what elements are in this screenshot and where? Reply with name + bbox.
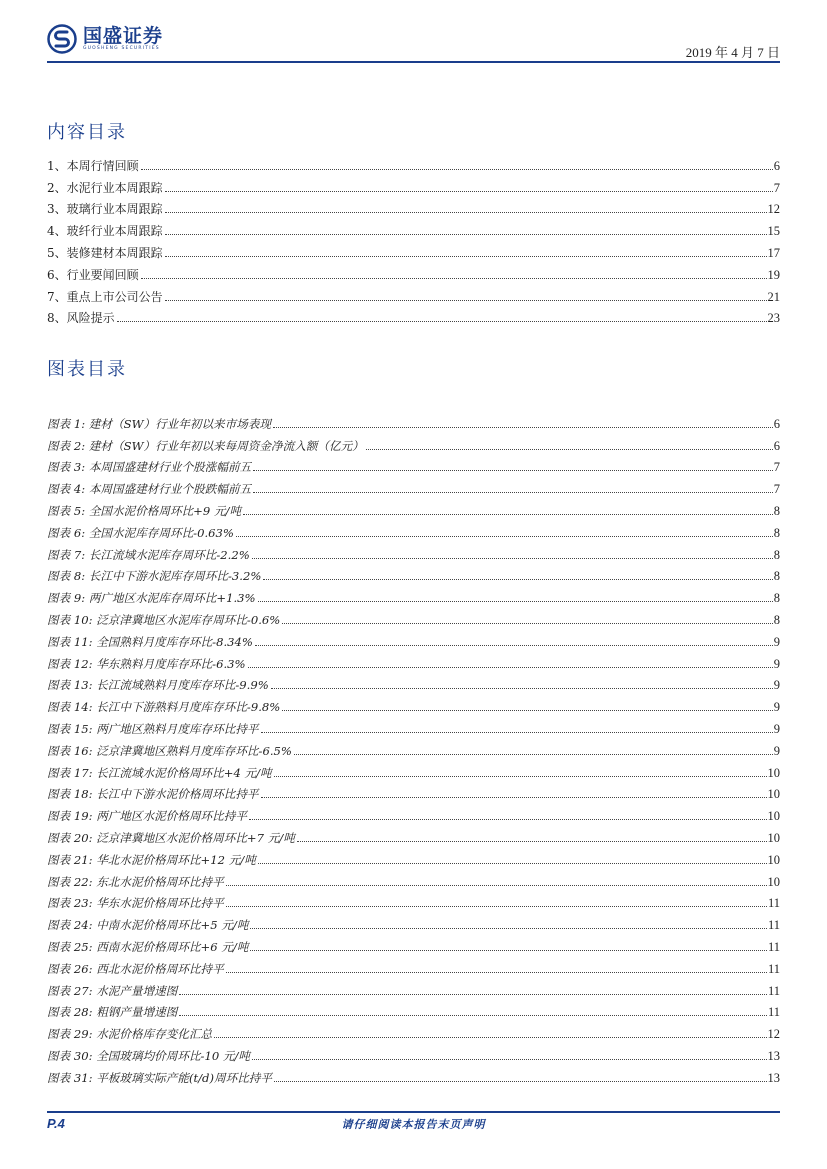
dot-leader (273, 427, 773, 428)
toc-entry[interactable] (47, 672, 780, 694)
toc-entry[interactable] (47, 715, 780, 737)
dot-leader (179, 1015, 767, 1016)
toc-entry-label: 3、玻璃行业本周跟踪 (47, 202, 163, 217)
dot-leader (249, 819, 767, 820)
logo-chinese-text: 国盛证券 (83, 25, 164, 47)
dot-leader (250, 928, 767, 929)
toc-entry-page: 8 (773, 612, 780, 627)
toc-entry[interactable] (47, 933, 780, 955)
toc-entry-label: 图表 12: 华东熟料月度库存环比-6.3% (47, 656, 246, 671)
toc-entry-label: 图表 27: 水泥产量增速图 (47, 983, 178, 998)
toc-entry-label: 2、水泥行业本周跟踪 (47, 180, 163, 195)
toc-entry[interactable] (47, 432, 780, 454)
toc-entry[interactable] (47, 239, 780, 261)
toc-entry[interactable] (47, 846, 780, 868)
toc-entry-page: 19 (767, 267, 780, 282)
toc-entry-page: 10 (767, 765, 780, 780)
toc-entry-page: 9 (773, 743, 780, 758)
toc-entry-label: 图表 4: 本周国盛建材行业个股跌幅前五 (47, 482, 252, 497)
toc-entry-label: 图表 26: 西北水泥价格周环比持平 (47, 961, 224, 976)
toc-entry-page: 7 (773, 482, 780, 497)
toc-entry[interactable] (47, 759, 780, 781)
toc-entry-label: 5、装修建材本周跟踪 (47, 245, 163, 260)
figures-title: 图表目录 (47, 359, 127, 380)
dot-leader (253, 492, 773, 493)
toc-entry-label: 图表 1: 建材（SW）行业年初以来市场表现 (47, 416, 272, 431)
toc-entry[interactable] (47, 475, 780, 497)
toc-entry[interactable] (47, 261, 780, 283)
dot-leader (261, 732, 773, 733)
toc-entry[interactable] (47, 283, 780, 305)
toc-entry-label: 图表 9: 两广地区水泥库存周环比+1.3% (47, 591, 256, 606)
logo (47, 24, 163, 54)
toc-entry-page: 6 (773, 438, 780, 453)
toc-entry-label: 图表 19: 两广地区水泥价格周环比持平 (47, 809, 247, 824)
dot-leader (141, 278, 767, 279)
page-number: P.4 (47, 1116, 65, 1131)
report-date: 2019 年 4 月 7 日 (685, 45, 780, 60)
toc-entry-page: 15 (767, 224, 780, 239)
toc-entry-page: 6 (773, 158, 780, 173)
dot-leader (258, 863, 767, 864)
toc-entry[interactable] (47, 650, 780, 672)
toc-entry-label: 8、风险提示 (47, 311, 115, 326)
toc-entry[interactable] (47, 955, 780, 977)
toc-entry-page: 9 (773, 634, 780, 649)
logo-english-text: GUOSHENG SECURITIES (83, 46, 160, 51)
dot-leader (236, 536, 773, 537)
toc-entry-page: 9 (773, 700, 780, 715)
toc-entry[interactable] (47, 584, 780, 606)
toc-entry[interactable] (47, 1020, 780, 1042)
toc-entry-page: 21 (767, 289, 780, 304)
dot-leader (271, 688, 773, 689)
toc-entry-label: 图表 23: 华东水泥价格周环比持平 (47, 896, 224, 911)
toc-entry-page: 8 (773, 503, 780, 518)
dot-leader (282, 710, 772, 711)
toc-entry[interactable] (47, 824, 780, 846)
toc-entry[interactable] (47, 1042, 780, 1064)
dot-leader (248, 667, 773, 668)
toc-entry-label: 图表 3: 本周国盛建材行业个股涨幅前五 (47, 460, 252, 475)
toc-entry-label: 图表 24: 中南水泥价格周环比+5 元/吨 (47, 918, 249, 933)
toc-entry[interactable] (47, 911, 780, 933)
toc-entry-label: 图表 7: 长江流域水泥库存周环比-2.2% (47, 547, 250, 562)
toc-entry-label: 7、重点上市公司公告 (47, 289, 163, 304)
dot-leader (366, 449, 773, 450)
toc-entry[interactable] (47, 606, 780, 628)
toc-entry[interactable] (47, 541, 780, 563)
toc-entry[interactable] (47, 868, 780, 890)
toc-entry-label: 图表 8: 长江中下游水泥库存周环比-3.2% (47, 569, 262, 584)
toc-entry[interactable] (47, 196, 780, 218)
toc-entry[interactable] (47, 781, 780, 803)
toc-entry-label: 图表 6: 全国水泥库存周环比-0.63% (47, 525, 234, 540)
toc-entry-page: 9 (773, 656, 780, 671)
toc-entry[interactable] (47, 999, 780, 1021)
toc-entry-label: 图表 15: 两广地区熟料月度库存环比持平 (47, 721, 259, 736)
dot-leader (282, 623, 772, 624)
toc-entry-page: 11 (767, 1005, 780, 1020)
dot-leader (253, 470, 773, 471)
dot-leader (297, 841, 767, 842)
dot-leader (226, 906, 767, 907)
toc-entry-page: 12 (767, 202, 780, 217)
dot-leader (141, 169, 773, 170)
toc-entry-page: 7 (773, 180, 780, 195)
toc-entry-page: 10 (767, 852, 780, 867)
toc-entry-page: 11 (767, 896, 780, 911)
toc-entry-label: 图表 13: 长江流域熟料月度库存环比-9.9% (47, 678, 269, 693)
toc-entry-page: 8 (773, 591, 780, 606)
dot-leader (179, 994, 767, 995)
toc-entry[interactable] (47, 305, 780, 327)
toc-entry-page: 23 (767, 311, 780, 326)
toc-entry[interactable] (47, 519, 780, 541)
toc-entry-label: 6、行业要闻回顾 (47, 267, 139, 282)
figures-list (47, 410, 780, 1086)
toc-entry[interactable] (47, 802, 780, 824)
toc-entry[interactable] (47, 737, 780, 759)
toc-entry-page: 10 (767, 874, 780, 889)
toc-entry-page: 8 (773, 547, 780, 562)
toc-entry-page: 10 (767, 787, 780, 802)
dot-leader (261, 797, 767, 798)
toc-entry-page: 11 (767, 983, 780, 998)
dot-leader (165, 256, 767, 257)
disclaimer-note: 请仔细阅读本报告末页声明 (341, 1118, 486, 1131)
toc-entry[interactable] (47, 977, 780, 999)
dot-leader (226, 885, 767, 886)
toc-entry-label: 图表 18: 长江中下游水泥价格周环比持平 (47, 787, 259, 802)
toc-entry-page: 11 (767, 961, 780, 976)
toc-entry[interactable] (47, 693, 780, 715)
dot-leader (165, 234, 767, 235)
toc-entry-label: 图表 21: 华北水泥价格周环比+12 元/吨 (47, 852, 256, 867)
toc-entry-page: 17 (767, 245, 780, 260)
toc-entry-page: 10 (767, 809, 780, 824)
dot-leader (117, 321, 767, 322)
dot-leader (165, 300, 767, 301)
toc-entry[interactable] (47, 628, 780, 650)
footer-rule (47, 1111, 780, 1113)
toc-entry-page: 13 (767, 1070, 780, 1085)
toc-entry-label: 图表 16: 泛京津冀地区熟料月度库存环比-6.5% (47, 743, 292, 758)
toc-entry-label: 图表 10: 泛京津冀地区水泥库存周环比-0.6% (47, 612, 281, 627)
toc-entry-label: 图表 25: 西南水泥价格周环比+6 元/吨 (47, 939, 249, 954)
dot-leader (294, 754, 773, 755)
toc-entry[interactable] (47, 1064, 780, 1086)
page-header (47, 24, 780, 62)
contents-list (47, 152, 780, 326)
toc-entry-page: 11 (767, 939, 780, 954)
toc-entry-label: 4、玻纤行业本周跟踪 (47, 224, 163, 239)
toc-entry-label: 图表 28: 粗钢产量增速图 (47, 1005, 178, 1020)
toc-entry-page: 10 (767, 830, 780, 845)
toc-entry-label: 图表 29: 水泥价格库存变化汇总 (47, 1027, 213, 1042)
toc-entry-label: 图表 17: 长江流域水泥价格周环比+4 元/吨 (47, 765, 272, 780)
dot-leader (243, 514, 773, 515)
toc-entry-label: 图表 30: 全国玻璃均价周环比-10 元/吨 (47, 1048, 251, 1063)
toc-entry-page: 6 (773, 416, 780, 431)
toc-entry[interactable] (47, 454, 780, 476)
dot-leader (258, 601, 773, 602)
guosheng-logo-icon (47, 24, 77, 54)
toc-entry-label: 图表 22: 东北水泥价格周环比持平 (47, 874, 224, 889)
toc-entry[interactable] (47, 174, 780, 196)
dot-leader (263, 579, 772, 580)
dot-leader (252, 558, 773, 559)
dot-leader (255, 645, 773, 646)
dot-leader (274, 776, 767, 777)
toc-entry-page: 11 (767, 918, 780, 933)
toc-entry-label: 图表 31: 平板玻璃实际产能(t/d)周环比持平 (47, 1070, 272, 1085)
toc-entry-page: 8 (773, 569, 780, 584)
toc-entry[interactable] (47, 890, 780, 912)
dot-leader (274, 1081, 767, 1082)
toc-entry-page: 7 (773, 460, 780, 475)
dot-leader (165, 212, 767, 213)
header-rule (47, 61, 780, 63)
toc-entry-label: 1、本周行情回顾 (47, 158, 139, 173)
contents-title: 内容目录 (47, 122, 127, 143)
toc-entry-page: 13 (767, 1048, 780, 1063)
toc-entry-page: 8 (773, 525, 780, 540)
toc-entry-label: 图表 11: 全国熟料月度库存环比-8.34% (47, 634, 253, 649)
dot-leader (165, 191, 773, 192)
dot-leader (226, 972, 767, 973)
toc-entry-label: 图表 2: 建材（SW）行业年初以来每周资金净流入额（亿元） (47, 438, 364, 453)
toc-entry-label: 图表 5: 全国水泥价格周环比+9 元/吨 (47, 503, 242, 518)
toc-entry-page: 9 (773, 678, 780, 693)
dot-leader (252, 1059, 766, 1060)
toc-entry[interactable] (47, 152, 780, 174)
dot-leader (250, 950, 767, 951)
dot-leader (214, 1037, 766, 1038)
toc-entry[interactable] (47, 563, 780, 585)
toc-entry-label: 图表 20: 泛京津冀地区水泥价格周环比+7 元/吨 (47, 830, 295, 845)
toc-entry-page: 9 (773, 721, 780, 736)
toc-entry[interactable] (47, 497, 780, 519)
toc-entry-page: 12 (767, 1027, 780, 1042)
toc-entry-label: 图表 14: 长江中下游熟料月度库存环比-9.8% (47, 700, 281, 715)
toc-entry[interactable] (47, 410, 780, 432)
toc-entry[interactable] (47, 217, 780, 239)
